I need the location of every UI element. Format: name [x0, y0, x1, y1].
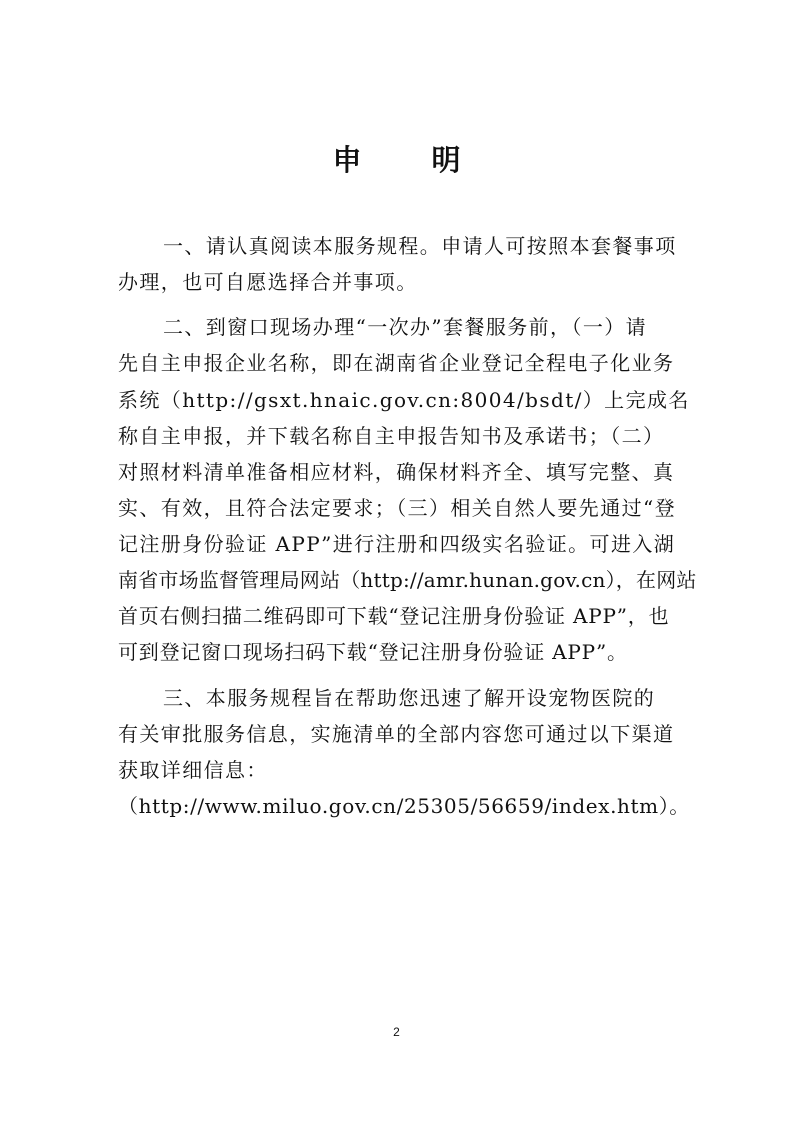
document-title: 申 明 [332, 143, 491, 177]
paragraph-2-line-5: 对照材料清单准备相应材料，确保材料齐全、填写完整、真 [118, 460, 675, 484]
paragraph-3-line-2: 有关审批服务信息，实施清单的全部内容您可通过以下渠道 [118, 722, 675, 746]
paragraph-2-line-6: 实、有效，且符合法定要求；（三）相关自然人要先通过“登 [118, 496, 677, 520]
paragraph-1-line-2: 办理，也可自愿选择合并事项。 [118, 270, 418, 294]
paragraph-2-line-7: 记注册身份验证 APP”进行注册和四级实名验证。可进入湖 [118, 532, 676, 556]
page-number: 2 [393, 1025, 400, 1039]
paragraph-2-line-1: 二、到窗口现场办理“一次办”套餐服务前，（一）请 [163, 315, 648, 339]
paragraph-2-line-10: 可到登记窗口现场扫码下载“登记注册身份验证 APP”。 [118, 640, 628, 664]
paragraph-3-line-1: 三、本服务规程旨在帮助您迅速了解开设宠物医院的 [163, 686, 656, 710]
paragraph-1-line-1: 一、请认真阅读本服务规程。申请人可按照本套餐事项 [163, 234, 677, 258]
paragraph-3-line-4: （http://www.miluo.gov.cn/25305/56659/index.htm）。 [118, 794, 690, 818]
paragraph-2-line-3: 系统（http://gsxt.hnaic.gov.cn:8004/bsdt/）上完成名 [118, 388, 690, 412]
paragraph-2-line-4: 称自主申报，并下载名称自主申报告知书及承诺书；（二） [118, 424, 665, 448]
paragraph-2-line-9: 首页右侧扫描二维码即可下载“登记注册身份验证 APP”，也 [118, 604, 670, 628]
paragraph-2-line-8: 南省市场监督管理局网站（http://amr.hunan.gov.cn），在网站 [118, 568, 697, 592]
paragraph-2-line-2: 先自主申报企业名称，即在湖南省企业登记全程电子化业务 [118, 351, 675, 375]
paragraph-3-line-3: 获取详细信息： [118, 758, 268, 782]
